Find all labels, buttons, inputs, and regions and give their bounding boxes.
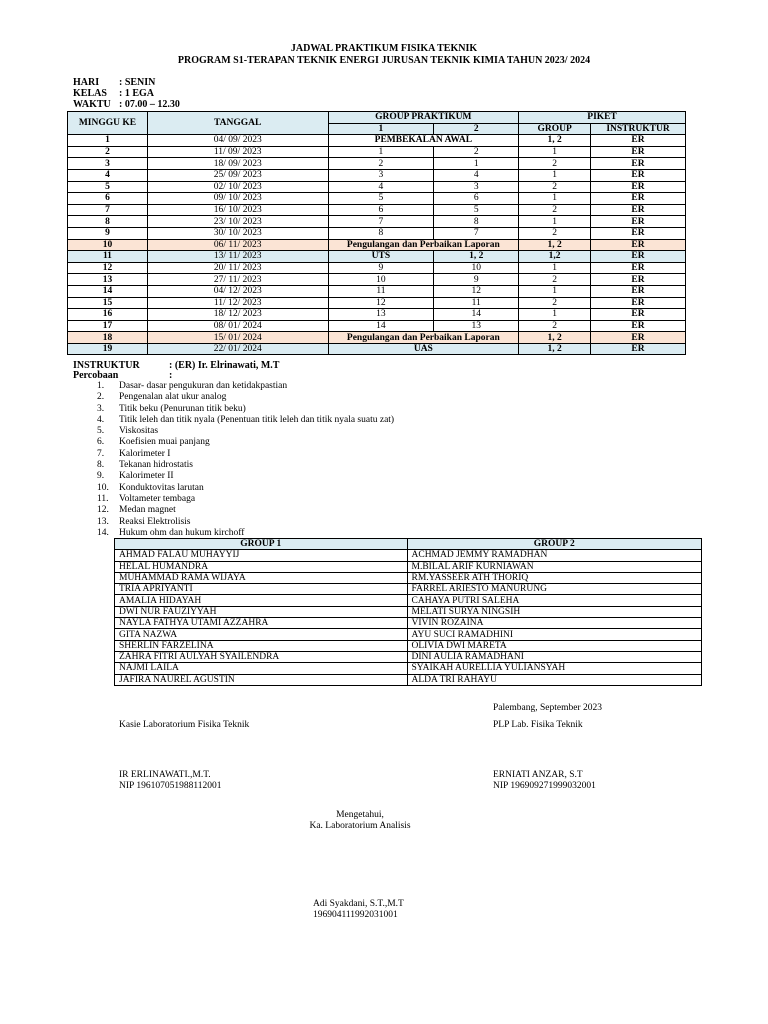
group-member-row [115,606,702,617]
group-2-cell: 6 [434,193,519,205]
experiment-number: 6. [97,437,105,448]
date-cell: 22/ 01/ 2024 [147,343,328,355]
piket-group-cell: 2 [519,227,591,239]
schedule-row [68,262,686,274]
experiment-number: 10. [97,482,109,493]
group-1-member: NAYLA FATHYA UTAMI AZZAHRA [115,618,408,629]
group-1-cell: 8 [328,227,434,239]
group-2-member: M.BILAL ARIF KURNIAWAN [407,561,702,572]
piket-instruktur-cell: ER [591,285,686,297]
group-2-cell: 14 [434,309,519,321]
instruktur-label: INSTRUKTUR [73,360,140,371]
group-1-member: AHMAD FALAU MUHAYYIJ [115,550,408,561]
week-cell: 19 [68,343,148,355]
date-cell: 15/ 01/ 2024 [147,332,328,344]
piket-group-cell: 1 [519,262,591,274]
header-group-praktikum: GROUP PRAKTIKUM [328,112,519,124]
group-2-member: OLIVIA DWI MARETA [407,640,702,651]
schedule-row [68,216,686,228]
waktu-label: WAKTU [73,99,111,110]
piket-instruktur-cell: ER [591,193,686,205]
hari-value: : SENIN [119,77,156,88]
schedule-row [68,320,686,332]
header-group-1: 1 [328,123,434,135]
header-piket-instruktur: INSTRUKTUR [591,123,686,135]
date-cell: 25/ 09/ 2023 [147,169,328,181]
group-1-cell: 11 [328,285,434,297]
kelas-label: KELAS [73,88,107,99]
hari-label: HARI [73,77,100,88]
right-signer-name: ERNIATI ANZAR, S.T [493,770,583,780]
group-member-row [115,618,702,629]
experiment-item [97,449,394,460]
week-cell: 18 [68,332,148,344]
group-1-member: SHERLIN FARZELINA [115,640,408,651]
place-date: Palembang, September 2023 [493,703,602,713]
date-cell: 30/ 10/ 2023 [147,227,328,239]
piket-group-cell: 1 [519,285,591,297]
group-2-cell: 4 [434,169,519,181]
group-1-cell: 10 [328,274,434,286]
group-1-cell: 9 [328,262,434,274]
piket-instruktur-cell: ER [591,262,686,274]
group-1-cell: 3 [328,169,434,181]
group-1-cell: 14 [328,320,434,332]
group-2-header: GROUP 2 [407,539,702,550]
week-cell: 14 [68,285,148,297]
date-cell: 06/ 11/ 2023 [147,239,328,251]
date-cell: 20/ 11/ 2023 [147,262,328,274]
group-1-header: GROUP 1 [115,539,408,550]
date-cell: 09/ 10/ 2023 [147,193,328,205]
group-member-row [115,584,702,595]
experiment-title: Reaksi Elektrolisis [119,516,191,527]
week-cell: 12 [68,262,148,274]
experiment-item [97,460,394,471]
group-merged-cell: UAS [328,343,519,355]
experiment-list [97,381,394,539]
date-cell: 18/ 12/ 2023 [147,309,328,321]
experiment-number: 11. [97,493,109,504]
date-cell: 02/ 10/ 2023 [147,181,328,193]
piket-instruktur-cell: ER [591,227,686,239]
group-2-cell: 1 [434,158,519,170]
group-2-cell: 11 [434,297,519,309]
experiment-title: Konduktovitas larutan [119,482,204,493]
experiment-item [97,392,394,403]
piket-group-cell: 1,2 [519,251,591,263]
group-member-row [115,561,702,572]
week-cell: 5 [68,181,148,193]
schedule-row [68,332,686,344]
week-cell: 15 [68,297,148,309]
group-member-row [115,674,702,685]
group-1-member: DWI NUR FAUZIYYAH [115,606,408,617]
piket-instruktur-cell: ER [591,332,686,344]
experiment-number: 2. [97,392,105,403]
week-cell: 2 [68,146,148,158]
schedule-row [68,193,686,205]
group-1-cell: 6 [328,204,434,216]
percobaan-colon: : [169,370,173,381]
group-2-member: VIVIN ROZAINA [407,618,702,629]
experiment-number: 9. [97,471,105,482]
piket-instruktur-cell: ER [591,146,686,158]
date-cell: 08/ 01/ 2024 [147,320,328,332]
schedule-row [68,204,686,216]
schedule-body [68,135,686,355]
group-2-cell: 13 [434,320,519,332]
group-1-member: ZAHRA FITRI AULYAH SYAILENDRA [115,651,408,662]
group-table [114,538,702,686]
week-cell: 3 [68,158,148,170]
schedule-row [68,227,686,239]
header-group-2: 2 [434,123,519,135]
week-cell: 13 [68,274,148,286]
week-cell: 10 [68,239,148,251]
group-2-cell: 5 [434,204,519,216]
header-minggu: MINGGU KE [68,112,148,135]
experiment-title: Kalorimeter II [119,471,174,482]
schedule-table [67,111,686,355]
experiment-number: 4. [97,414,105,425]
document-subtitle: PROGRAM S1-TERAPAN TEKNIK ENERGI JURUSAN TEKNIK KIMIA TAHUN 2023/ 2024 [177,55,591,66]
group-member-row [115,572,702,583]
group-2-member: AYU SUCI RAMADHINI [407,629,702,640]
week-cell: 16 [68,309,148,321]
piket-instruktur-cell: ER [591,204,686,216]
experiment-number: 1. [97,381,105,391]
experiment-title: Hukum ohm dan hukum kirchoff [119,527,245,538]
schedule-row [68,309,686,321]
piket-group-cell: 1 [519,146,591,158]
date-cell: 11/ 09/ 2023 [147,146,328,158]
date-cell: 13/ 11/ 2023 [147,251,328,263]
group-merged-cell: Pengulangan dan Perbaikan Laporan [328,239,519,251]
group-2-member: MELATI SURYA NINGSIH [407,606,702,617]
group-1-member: GITA NAZWA [115,629,408,640]
piket-instruktur-cell: ER [591,343,686,355]
piket-group-cell: 1 [519,309,591,321]
group-2-cell: 7 [434,227,519,239]
left-signer-nip: NIP 196107051988112001 [119,781,222,791]
group-1-cell: 5 [328,193,434,205]
group-1-member: HELAL HUMANDRA [115,561,408,572]
group-member-row [115,595,702,606]
piket-instruktur-cell: ER [591,158,686,170]
group-2-cell: 2 [434,146,519,158]
group-1-cell: 7 [328,216,434,228]
piket-instruktur-cell: ER [591,309,686,321]
group-1-member: NAJMI LAILA [115,663,408,674]
piket-instruktur-cell: ER [591,320,686,332]
piket-instruktur-cell: ER [591,297,686,309]
experiment-number: 5. [97,426,105,437]
piket-group-cell: 1, 2 [519,332,591,344]
group-1-cell: 2 [328,158,434,170]
piket-group-cell: 1 [519,216,591,228]
right-signer-title: PLP Lab. Fisika Teknik [493,720,583,730]
group-2-cell: 9 [434,274,519,286]
piket-group-cell: 2 [519,204,591,216]
experiment-title: Medan magnet [119,505,176,516]
waktu-value: : 07.00 – 12.30 [119,99,180,110]
schedule-row [68,135,686,147]
group-member-row [115,640,702,651]
piket-group-cell: 2 [519,181,591,193]
experiment-title: Kalorimeter I [119,448,171,459]
percobaan-line [73,370,172,381]
schedule-row [68,169,686,181]
schedule-row [68,343,686,355]
ka-lab-title: Ka. Laboratorium Analisis [309,821,411,831]
experiment-title: Viskositas [119,426,159,437]
group-body [115,550,702,686]
group-2-member: FARREL ARIESTO MANURUNG [407,584,702,595]
right-signer-nip: NIP 196909271999032001 [493,781,596,791]
schedule-row [68,251,686,263]
group-merged-cell: PEMBEKALAN AWAL [328,135,519,147]
schedule-row [68,181,686,193]
date-cell: 23/ 10/ 2023 [147,216,328,228]
schedule-row [68,274,686,286]
group-1-cell: 13 [328,309,434,321]
experiment-item [97,404,394,415]
piket-group-cell: 2 [519,297,591,309]
piket-group-cell: 2 [519,320,591,332]
instruktur-value: : (ER) Ir. Elrinawati, M.T [169,360,280,371]
week-cell: 6 [68,193,148,205]
experiment-number: 13. [97,516,109,527]
group-1-member: MUHAMMAD RAMA WIJAYA [115,572,408,583]
kelas-value: : 1 EGA [119,88,154,99]
piket-instruktur-cell: ER [591,251,686,263]
ka-lab-name: Adi Syakdani, S.T.,M.T [313,899,404,909]
piket-instruktur-cell: ER [591,135,686,147]
experiment-item [97,471,394,482]
group-2-member: SYAIKAH AURELLIA YULIANSYAH [407,663,702,674]
experiment-number: 12. [97,505,109,516]
group-2-member: DINI AULIA RAMADHANI [407,651,702,662]
week-cell: 8 [68,216,148,228]
group-merged-cell: Pengulangan dan Perbaikan Laporan [328,332,519,344]
piket-instruktur-cell: ER [591,239,686,251]
info-waktu [73,99,180,110]
piket-group-cell: 1 [519,169,591,181]
info-hari [73,77,155,88]
experiment-number: 3. [97,403,105,414]
week-cell: 1 [68,135,148,147]
piket-group-cell: 2 [519,274,591,286]
experiment-number: 8. [97,460,105,471]
group-1-cell: 12 [328,297,434,309]
piket-group-cell: 1, 2 [519,343,591,355]
experiment-item [97,381,394,392]
group-2-cell: 12 [434,285,519,297]
piket-group-cell: 2 [519,158,591,170]
schedule-row [68,239,686,251]
piket-group-cell: 1, 2 [519,135,591,147]
info-kelas [73,88,154,99]
experiment-title: Voltameter tembaga [119,493,196,504]
piket-group-cell: 1, 2 [519,239,591,251]
experiment-title: Titik beku (Penurunan titik beku) [119,403,246,414]
experiment-item [97,483,394,494]
group-1-cell: 1 [328,146,434,158]
piket-instruktur-cell: ER [591,181,686,193]
week-cell: 9 [68,227,148,239]
experiment-item [97,415,394,426]
group-member-row [115,550,702,561]
experiment-item [97,426,394,437]
experiment-title: Koefisien muai panjang [119,437,210,448]
date-cell: 18/ 09/ 2023 [147,158,328,170]
experiment-item [97,517,394,528]
group-2-cell: 8 [434,216,519,228]
group-member-row [115,663,702,674]
schedule-row [68,146,686,158]
group-member-row [115,629,702,640]
piket-instruktur-cell: ER [591,274,686,286]
group-2-cell: 3 [434,181,519,193]
group-member-row [115,651,702,662]
document-title: JADWAL PRAKTIKUM FISIKA TEKNIK [290,43,478,54]
experiment-title: Dasar- dasar pengukuran dan ketidakpastian [119,381,288,391]
piket-instruktur-cell: ER [591,216,686,228]
group-2-member: ACHMAD JEMMY RAMADHAN [407,550,702,561]
group-2-cell: 1, 2 [434,251,519,263]
header-tanggal: TANGGAL [147,112,328,135]
group-1-member: JAFIRA NAUREL AGUSTIN [115,674,408,685]
group-2-member: CAHAYA PUTRI SALEHA [407,595,702,606]
header-piket-group: GROUP [519,123,591,135]
mengetahui-label: Mengetahui, [336,810,384,820]
percobaan-label: Percobaan [73,370,119,381]
date-cell: 27/ 11/ 2023 [147,274,328,286]
date-cell: 04/ 09/ 2023 [147,135,328,147]
group-1-member: TRIA APRIYANTI [115,584,408,595]
week-cell: 7 [68,204,148,216]
week-cell: 4 [68,169,148,181]
group-1-member: AMALIA HIDAYAH [115,595,408,606]
experiment-item [97,437,394,448]
piket-group-cell: 1 [519,193,591,205]
experiment-number: 7. [97,448,105,459]
left-signer-name: IR ERLINAWATI.,M.T. [119,770,211,780]
group-2-cell: 10 [434,262,519,274]
left-signer-title: Kasie Laboratorium Fisika Teknik [119,720,250,730]
group-1-cell: 4 [328,181,434,193]
group-2-member: ALDA TRI RAHAYU [407,674,702,685]
experiment-item [97,494,394,505]
schedule-row [68,158,686,170]
experiment-title: Pengenalan alat ukur analog [119,392,227,403]
ka-lab-nip: 196904111992031001 [313,910,398,920]
week-cell: 11 [68,251,148,263]
experiment-number: 14. [97,527,109,538]
experiment-item [97,505,394,516]
week-cell: 17 [68,320,148,332]
schedule-row [68,285,686,297]
experiment-title: Tekanan hidrostatis [119,460,193,471]
date-cell: 16/ 10/ 2023 [147,204,328,216]
date-cell: 04/ 12/ 2023 [147,285,328,297]
group-1-cell: UTS [328,251,434,263]
date-cell: 11/ 12/ 2023 [147,297,328,309]
group-2-member: RM.YASSEER ATH THORIQ [407,572,702,583]
experiment-title: Titik leleh dan titik nyala (Penentuan titik leleh dan titik nyala suatu zat) [119,414,395,425]
piket-instruktur-cell: ER [591,169,686,181]
schedule-row [68,297,686,309]
header-piket: PIKET [519,112,686,124]
